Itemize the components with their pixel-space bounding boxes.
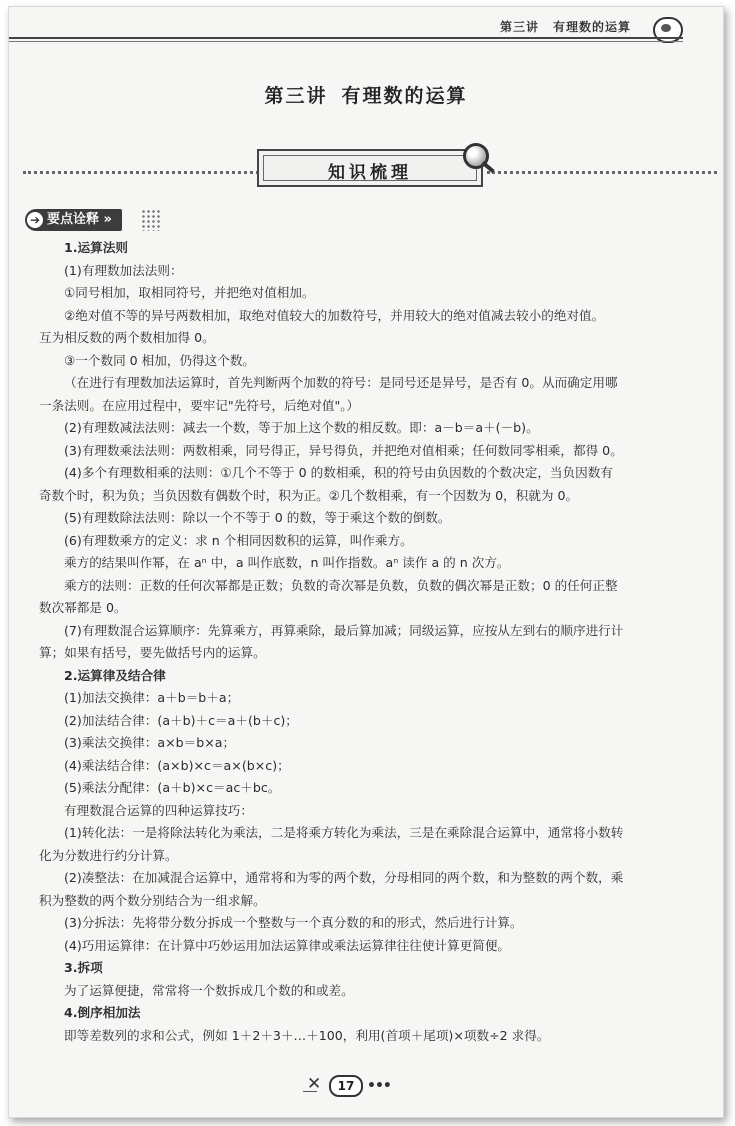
text-line: (3)乘法交换律：a×b＝b×a； — [64, 735, 236, 750]
text-line: 即等差数列的求和公式，例如 1＋2＋3＋…＋100，利用(首项＋尾项)×项数÷2 求得。 — [64, 1027, 550, 1043]
page-footer — [303, 1075, 391, 1097]
arrow-right-icon: ➔ — [27, 212, 43, 228]
text-line: (2)加法结合律：(a＋b)＋c＝a＋(b＋c)； — [64, 712, 298, 728]
banner-dotted-line-right — [487, 171, 717, 174]
text-line: (1)有理数加法法则： — [64, 262, 183, 278]
text-line: ③一个数同 0 相加，仍得这个数。 — [64, 352, 256, 368]
chapter-number: 第三讲 — [264, 85, 328, 107]
text-line: 算；如果有括号，要先做括号内的运算。 — [39, 645, 266, 660]
text-line: 积为整数的两个数分别结合为一组求解。 — [39, 892, 266, 908]
header-rule — [9, 37, 683, 39]
chapter-name: 有理数的运算 — [341, 85, 468, 107]
heading-reverse-add: 4.倒序相加法 — [64, 1005, 141, 1020]
text-line: (1)加法交换律：a＋b＝b＋a； — [64, 690, 240, 705]
header-emblem-icon — [653, 17, 683, 43]
text-line: ①同号相加，取相同符号，并把绝对值相加。 — [64, 285, 315, 300]
text-line: (4)巧用运算律：在计算中巧妙运用加法运算律或乘法运算律往往使计算更简便。 — [64, 937, 511, 953]
text-line: (3)有理数乘法法则：两数相乘，同号得正，异号得负，并把绝对值相乘；任何数同零相乘，都得 0。 — [64, 442, 623, 458]
heading-split: 3.拆项 — [64, 960, 103, 975]
chapter-title — [9, 81, 723, 108]
footer-dots: ••• — [367, 1078, 391, 1094]
heading-laws: 2.运算律及结合律 — [64, 667, 166, 683]
key-points-text: 要点诠释 — [47, 212, 100, 227]
text-line: (5)有理数除法法则：除以一个不等于 0 的数，等于乘这个数的倒数。 — [64, 510, 451, 525]
header-lecture: 第三讲 — [499, 20, 539, 34]
header-text — [500, 18, 631, 35]
header-topic: 有理数的运算 — [552, 20, 631, 34]
text-line: 互为相反数的两个数相加得 0。 — [39, 330, 215, 345]
text-line: (7)有理数混合运算顺序：先算乘方，再算乘除，最后算加减；同级运算，应按从左到右的顺序进行计 — [64, 622, 624, 638]
text-line: 化为分数进行约分计算。 — [39, 847, 178, 863]
heading-rules: 1.运算法则 — [64, 240, 128, 255]
body-text — [39, 237, 715, 1047]
text-line: 数次幂都是 0。 — [39, 600, 127, 615]
text-line: (3)分拆法：先将带分数分拆成一个整数与一个真分数的和的形式，然后进行计算。 — [64, 915, 523, 930]
section-banner — [257, 149, 483, 187]
text-line: ②绝对值不等的异号两数相加，取绝对值较大的加数符号，并用较大的绝对值减去较小的绝对值。 — [64, 307, 605, 323]
text-line: 一条法则。在应用过程中，要牢记"先符号，后绝对值"。） — [39, 397, 360, 413]
text-line: (1)转化法：一是将除法转化为乘法，二是将乘方转化为乘法，三是在乘除混合运算中，通常将小数转 — [64, 825, 624, 840]
double-chevron-icon: » — [99, 212, 112, 227]
text-line: （在进行有理数加法运算时，首先判断两个加数的符号：是同号还是异号，是否有 0。从而确定用哪 — [64, 375, 618, 390]
banner-dotted-line-left — [23, 171, 259, 174]
section-banner-title: 知识梳理 — [328, 163, 412, 183]
runner-icon — [303, 1077, 329, 1095]
text-line: (2)凑整法：在加减混合运算中，通常将和为零的两个数，分母相同的两个数，和为整数的两个数，乘 — [64, 870, 624, 885]
text-line: 为了运算便捷，常常将一个数拆成几个数的和或差。 — [64, 982, 354, 998]
page-number: 17 — [329, 1075, 363, 1097]
text-line: 奇数个时，积为负；当负因数有偶数个时，积为正。②几个数相乘，有一个因数为 0，积就为 0。 — [39, 487, 579, 503]
text-line: (4)乘法结合律：(a×b)×c＝a×(b×c)； — [64, 757, 290, 773]
text-line: 有理数混合运算的四种运算技巧： — [64, 802, 253, 818]
running-header — [9, 13, 723, 43]
book-page — [8, 6, 724, 1118]
dot-pattern — [141, 209, 161, 231]
text-line: (6)有理数乘方的定义：求 n 个相同因数积的运算，叫作乘方。 — [64, 532, 413, 548]
text-line: (5)乘法分配律：(a＋b)×c＝ac＋bc。 — [64, 780, 281, 795]
text-line: (4)多个有理数相乘的法则：①几个不等于 0 的数相乘，积的符号由负因数的个数决定，当负因数有 — [64, 465, 613, 480]
header-rule-thin — [9, 41, 683, 42]
text-line: (2)有理数减法法则：减去一个数，等于加上这个数的相反数。即：a－b＝a＋(－b)。 — [64, 420, 539, 435]
text-line: 乘方的法则：正数的任何次幂都是正数；负数的奇次幂是负数，负数的偶次幂是正数；0 的任何正整 — [64, 577, 618, 593]
text-line: 乘方的结果叫作幂，在 aⁿ 中，a 叫作底数，n 叫作指数。aⁿ 读作 a 的 n 次方。 — [64, 555, 510, 570]
key-points-label — [25, 209, 122, 231]
